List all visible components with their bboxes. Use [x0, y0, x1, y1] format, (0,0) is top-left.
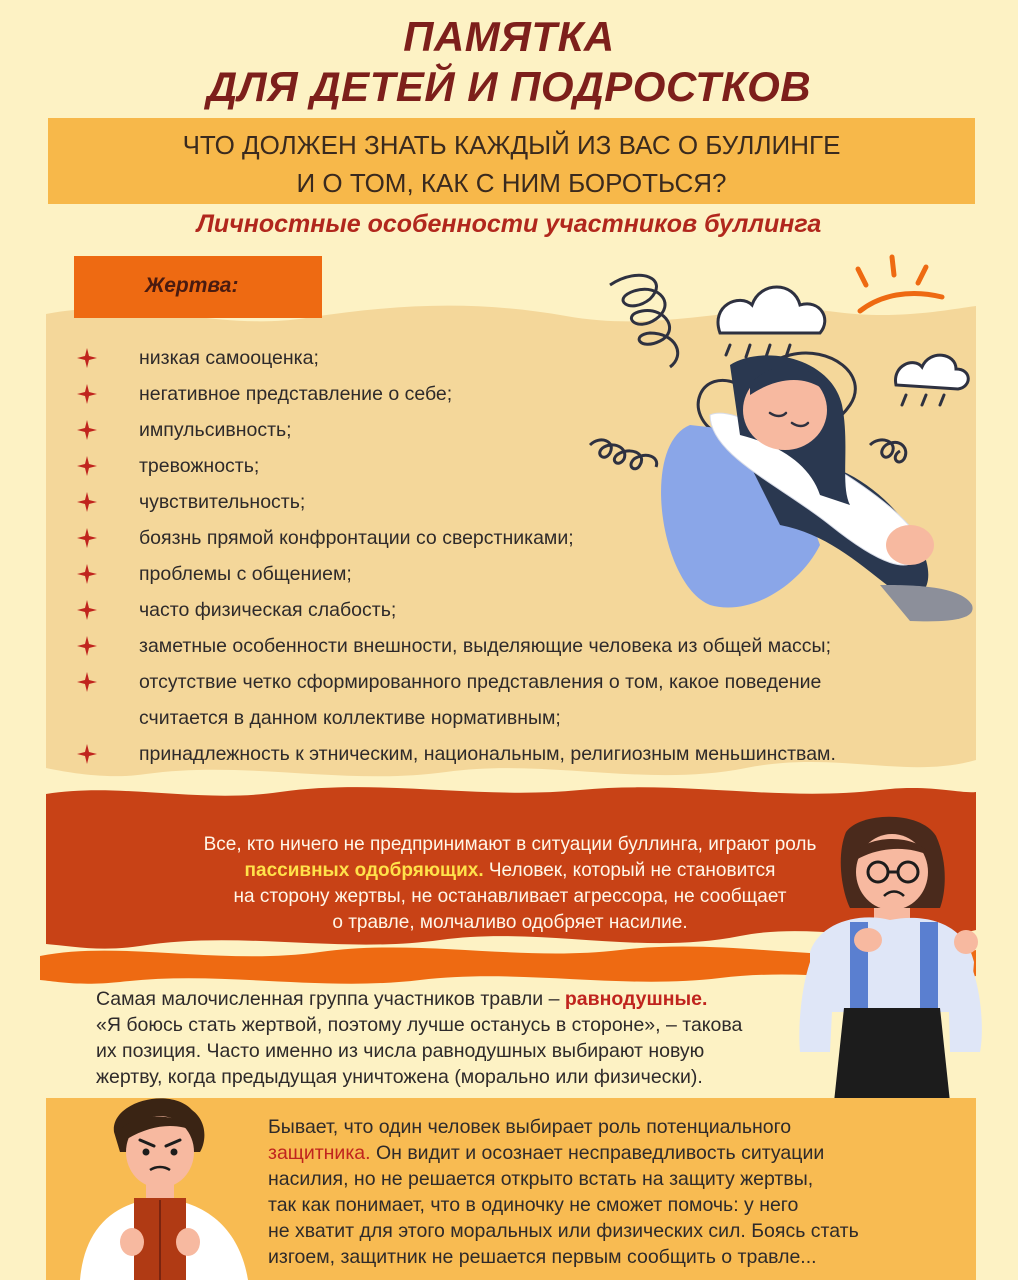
indifferent-highlight: равнодушные. [564, 988, 708, 1010]
bullet-star-icon [76, 599, 98, 621]
indifferent-text-line1-start: Самая малочисленная группа участников травли – [96, 988, 565, 1010]
indifferent-text-line1 [96, 986, 707, 1012]
indifferent-text-line2: «Я боюсь стать жертвой, поэтому лучше останусь в стороне», – такова [96, 1014, 743, 1036]
defender-text-line6: изгоем, защитник не решается первым сообщить о травле... [268, 1246, 817, 1268]
trait-text: отсутствие четко сформированного представления о том, какое поведение [139, 671, 822, 693]
boy-with-book-illustration [80, 1092, 260, 1280]
trait-text-continuation: считается в данном коллективе нормативным; [139, 707, 561, 729]
defender-text-line2-rest: Он видит и осознает несправедливость ситуации [370, 1142, 825, 1164]
defender-text-line2 [268, 1140, 824, 1166]
section-subtitle: Личностные особенности участников буллинга [196, 210, 822, 238]
trait-text: заметные особенности внешности, выделяющие человека из общей массы; [139, 635, 831, 657]
defender-text-line3: насилия, но не решается открыто встать на защиту жертвы, [268, 1168, 814, 1190]
trait-text: импульсивность; [139, 419, 292, 441]
trait-text: принадлежность к этническим, национальным, религиозным меньшинствам. [139, 743, 836, 765]
page-title-line1: ПАМЯТКА [403, 13, 615, 60]
passive-text-line4: о травле, молчаливо одобряет насилие. [332, 912, 688, 933]
bullet-star-icon [76, 563, 98, 585]
page-title-line2: ДЛЯ ДЕТЕЙ И ПОДРОСТКОВ [206, 63, 812, 110]
defender-text-line1: Бывает, что один человек выбирает роль потенциального [268, 1116, 792, 1138]
question-line2: И О ТОМ, КАК С НИМ БОРОТЬСЯ? [296, 168, 727, 198]
trait-text: тревожность; [139, 455, 260, 477]
bullet-star-icon [76, 671, 98, 693]
trait-text: низкая самооценка; [139, 347, 319, 369]
sad-girl-illustration [580, 245, 990, 640]
bullet-star-icon [76, 491, 98, 513]
bullet-star-icon [76, 347, 98, 369]
victim-label: Жертва: [145, 274, 239, 297]
passive-text-line2-rest: Человек, который не становится [483, 860, 776, 881]
trait-text: проблемы с общением; [139, 563, 352, 585]
bullet-star-icon [76, 419, 98, 441]
bullet-star-icon [76, 635, 98, 657]
passive-text-line1: Все, кто ничего не предпринимают в ситуации буллинга, играют роль [203, 834, 817, 855]
trait-text: боязнь прямой конфронтации со сверстниками; [139, 527, 574, 549]
defender-text-line5: не хватит для этого моральных или физических сил. Боясь стать [268, 1220, 859, 1242]
trait-text: чувствительность; [139, 491, 306, 513]
bullet-star-icon [76, 383, 98, 405]
indifferent-text-line4: жертву, когда предыдущая уничтожена (морально или физически). [96, 1066, 703, 1088]
bullet-star-icon [76, 455, 98, 477]
worried-student-illustration [790, 812, 990, 1102]
defender-text-line4: так как понимает, что в одиночку не сможет помочь: у него [268, 1194, 799, 1216]
trait-text: часто физическая слабость; [139, 599, 397, 621]
indifferent-text-line3: их позиция. Часто именно из числа равнодушных выбирают новую [96, 1040, 705, 1062]
trait-text: негативное представление о себе; [139, 383, 453, 405]
passive-text-line3: на сторону жертвы, не останавливает агрессора, не сообщает [233, 886, 787, 907]
defender-highlight: защитника. [268, 1142, 371, 1164]
passive-highlight: пассивных одобряющих. [244, 860, 484, 881]
bullet-star-icon [76, 743, 98, 765]
question-line1: ЧТО ДОЛЖЕН ЗНАТЬ КАЖДЫЙ ИЗ ВАС О БУЛЛИНГЕ [182, 130, 841, 160]
bullet-star-icon [76, 527, 98, 549]
